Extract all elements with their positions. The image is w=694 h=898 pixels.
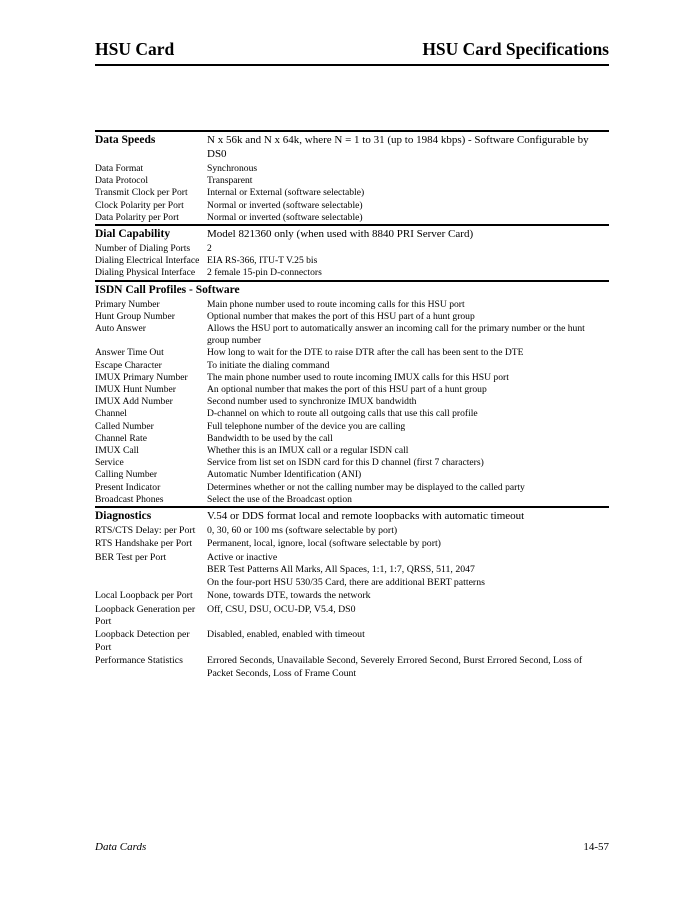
spec-row xyxy=(95,604,609,629)
spec-label: IMUX Call xyxy=(95,445,139,457)
spec-value: Internal or External (software selectable) xyxy=(207,187,365,199)
spec-label: Number of Dialing Ports xyxy=(95,243,191,255)
spec-label: Clock Polarity per Port xyxy=(95,199,184,211)
spec-value: EIA RS-366, ITU-T V.25 bis xyxy=(207,255,318,267)
spec-row xyxy=(95,590,609,602)
spec-label: RTS Handshake per Port xyxy=(95,538,193,550)
spec-row xyxy=(95,187,609,199)
spec-value: Off, CSU, DSU, OCU-DP, V5.4, DS0 xyxy=(207,603,356,615)
spec-label: Dialing Electrical Interface xyxy=(95,255,200,267)
spec-label: Local Loopback per Port xyxy=(95,590,193,602)
section-data-speeds xyxy=(95,130,609,161)
section-title: ISDN Call Profiles - Software xyxy=(95,283,240,296)
spec-row xyxy=(95,255,609,267)
section-isdn-call-profiles xyxy=(95,280,609,297)
spec-row xyxy=(95,408,609,420)
spec-label: Auto Answer xyxy=(95,323,146,335)
spec-label: Data Protocol xyxy=(95,175,149,187)
spec-label: BER Test per Port xyxy=(95,551,167,563)
spec-row xyxy=(95,243,609,255)
spec-label: Channel xyxy=(95,408,127,420)
spec-value: Main phone number used to route incoming calls for this HSU port xyxy=(207,298,465,310)
spec-label: Data Format xyxy=(95,163,144,174)
spec-label: Loopback Detection per Port xyxy=(95,629,190,653)
spec-row xyxy=(95,396,609,408)
spec-value: Whether this is an IMUX call or a regular ISDN call xyxy=(207,445,409,457)
spec-row xyxy=(95,538,609,550)
footer-section-name: Data Cards xyxy=(95,841,147,853)
spec-value: 0, 30, 60 or 100 ms (software selectable by port) xyxy=(207,525,398,537)
section-title: Diagnostics xyxy=(95,510,152,523)
spec-value: Errored Seconds, Unavailable Second, Severely Errored Second, Burst Errored Second, Loss of Packet Seconds, Loss of Frame Count xyxy=(207,655,583,679)
spec-row xyxy=(95,311,609,323)
diagnostics-block xyxy=(95,506,609,680)
spec-row xyxy=(95,360,609,372)
spec-label: IMUX Hunt Number xyxy=(95,384,177,396)
spec-value: Normal or inverted (software selectable) xyxy=(207,211,363,223)
spec-label: Primary Number xyxy=(95,298,160,310)
spec-table xyxy=(95,130,609,680)
spec-value: 2 female 15-pin D-connectors xyxy=(207,267,322,279)
section-title: Dial Capability xyxy=(95,228,171,241)
spec-label: Dialing Physical Interface xyxy=(95,267,196,279)
spec-value: Determines whether or not the calling number may be displayed to the called party xyxy=(207,481,525,493)
spec-value: Second number used to synchronize IMUX bandwidth xyxy=(207,396,417,408)
header-title-right: HSU Card Specifications xyxy=(422,39,609,59)
spec-label: Calling Number xyxy=(95,469,158,481)
spec-row xyxy=(95,482,609,494)
spec-label: IMUX Primary Number xyxy=(95,371,188,383)
spec-value: Optional number that makes the port of this HSU part of a hunt group xyxy=(207,310,475,322)
spec-value: Allows the HSU port to automatically answer an incoming call for the primary number or the hunt group number xyxy=(207,323,585,347)
header-title-left: HSU Card xyxy=(95,39,175,59)
spec-value: D-channel on which to route all outgoing calls that use this call profile xyxy=(207,408,478,420)
spec-row xyxy=(95,163,609,175)
spec-value: The main phone number used to route incoming IMUX calls for this HSU port xyxy=(207,371,509,383)
spec-label: Data Polarity per Port xyxy=(95,211,179,223)
spec-label: IMUX Add Number xyxy=(95,396,173,408)
spec-row xyxy=(95,445,609,457)
spec-row xyxy=(95,433,609,445)
spec-value: Disabled, enabled, enabled with timeout xyxy=(207,629,365,641)
spec-value: Transparent xyxy=(207,175,253,187)
spec-value: Select the use of the Broadcast option xyxy=(207,493,352,505)
spec-value: How long to wait for the DTE to raise DTR after the call has been sent to the DTE xyxy=(207,347,524,359)
spec-row xyxy=(95,525,609,537)
spec-row xyxy=(95,629,609,654)
spec-value: Full telephone number of the device you are calling xyxy=(207,420,406,432)
section-value: V.54 or DDS format local and remote loopbacks with automatic timeout xyxy=(207,510,525,523)
spec-row xyxy=(95,372,609,384)
spec-label: Loopback Generation per Port xyxy=(95,603,196,627)
spec-row xyxy=(95,421,609,433)
spec-label: Channel Rate xyxy=(95,432,147,444)
spec-row xyxy=(95,457,609,469)
spec-row xyxy=(95,323,609,347)
spec-value: Bandwidth to be used by the call xyxy=(207,432,333,444)
spec-value: To initiate the dialing command xyxy=(207,359,330,371)
spec-label: Escape Character xyxy=(95,359,162,371)
spec-row xyxy=(95,347,609,359)
spec-label: Service xyxy=(95,457,124,469)
spec-label: Broadcast Phones xyxy=(95,493,164,505)
section-value: Model 821360 only (when used with 8840 PRI Server Card) xyxy=(207,228,474,241)
page-number: 14-57 xyxy=(583,841,609,853)
spec-value-extra: On the four-port HSU 530/35 Card, there are additional BERT patterns xyxy=(207,576,485,588)
spec-row xyxy=(95,200,609,212)
section-value: N x 56k and N x 64k, where N = 1 to 31 (up to 1984 kbps) - Software Configurable by DS0 xyxy=(207,134,589,160)
section-diagnostics xyxy=(95,506,609,523)
spec-row xyxy=(95,469,609,481)
spec-label: Performance Statistics xyxy=(95,655,183,667)
spec-row xyxy=(95,494,609,506)
spec-label: Answer Time Out xyxy=(95,347,164,359)
spec-row xyxy=(95,655,609,680)
page-header xyxy=(95,38,609,66)
spec-value: Automatic Number Identification (ANI) xyxy=(207,469,362,481)
spec-row xyxy=(95,212,609,224)
spec-label: Hunt Group Number xyxy=(95,310,175,322)
section-dial-capability xyxy=(95,224,609,241)
spec-row xyxy=(95,552,609,589)
spec-value-extra: BER Test Patterns All Marks, All Spaces, 1:1, 1:7, QRSS, 511, 2047 xyxy=(207,564,475,576)
spec-value: 2 xyxy=(207,243,212,255)
spec-label: Transmit Clock per Port xyxy=(95,187,188,199)
spec-value: Permanent, local, ignore, local (software selectable by port) xyxy=(207,538,441,550)
spec-row xyxy=(95,384,609,396)
spec-row xyxy=(95,175,609,187)
spec-value: Active or inactive xyxy=(207,551,278,563)
section-title: Data Speeds xyxy=(95,134,156,146)
spec-row xyxy=(95,267,609,279)
spec-value-group xyxy=(207,552,609,589)
spec-value: Service from list set on ISDN card for this D channel (first 7 characters) xyxy=(207,457,484,469)
spec-value: Synchronous xyxy=(207,163,258,174)
spec-row xyxy=(95,299,609,311)
spec-label: RTS/CTS Delay: per Port xyxy=(95,525,196,537)
spec-value: Normal or inverted (software selectable) xyxy=(207,199,363,211)
spec-label: Called Number xyxy=(95,420,154,432)
spec-value: None, towards DTE, towards the network xyxy=(207,590,371,602)
spec-value: An optional number that makes the port of this HSU part of a hunt group xyxy=(207,384,487,396)
spec-label: Present Indicator xyxy=(95,481,161,493)
